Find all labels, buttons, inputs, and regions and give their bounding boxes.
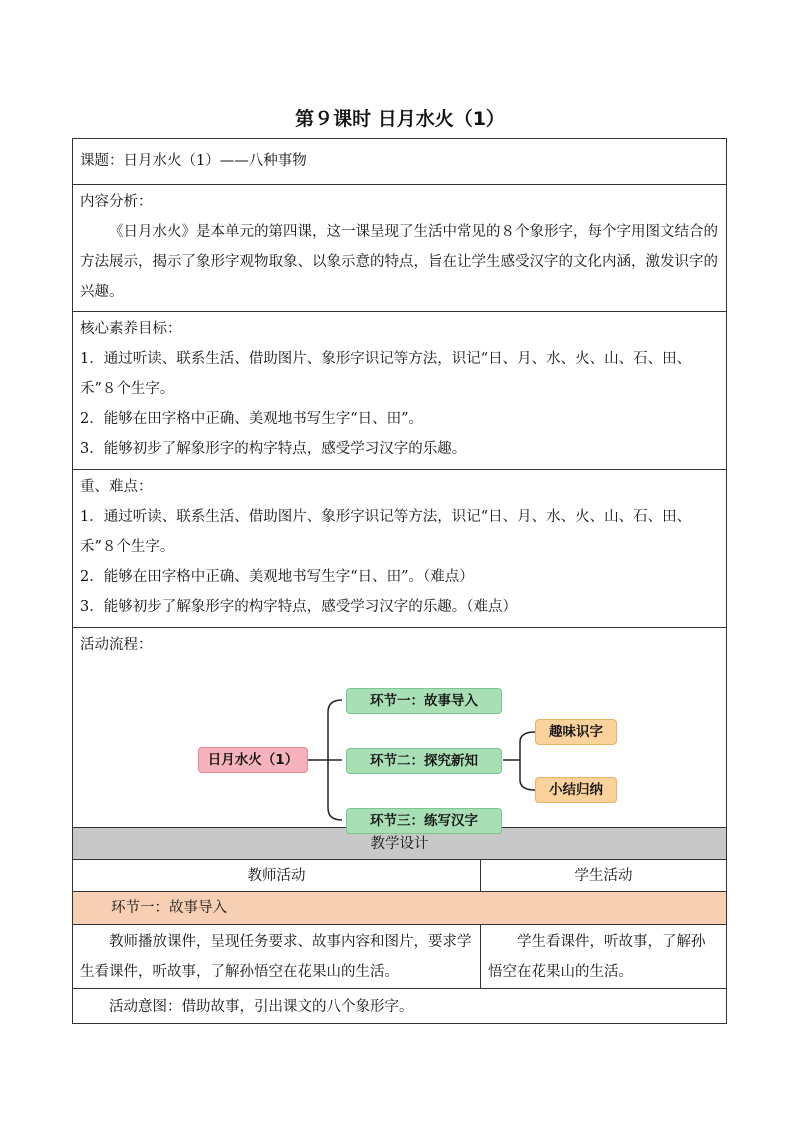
goals-heading: 核心素养目标： bbox=[80, 321, 182, 337]
design-column-headers bbox=[72, 859, 727, 891]
design-heading: 教学设计 bbox=[370, 836, 429, 852]
student-column-header: 学生活动 bbox=[574, 868, 633, 884]
lesson-plan-table bbox=[72, 138, 727, 1024]
analysis-section bbox=[72, 184, 727, 311]
keypoints-heading: 重、难点： bbox=[80, 479, 153, 495]
keypoint-item: 2．能够在田字格中正确、美观地书写生字“日、田”。（难点） bbox=[80, 569, 474, 585]
analysis-body: 《日月水火》是本单元的第四课，这一课呈现了生活中常见的８个象形字，每个字用图文结合的方法展示，揭示了象形字观物取象、以象示意的特点，旨在让学生感受汉字的文化内涵，激发识字的兴趣。 bbox=[80, 224, 718, 300]
activity-row bbox=[72, 924, 727, 988]
topic-row bbox=[72, 138, 727, 184]
goals-section bbox=[72, 311, 727, 469]
flow-heading: 活动流程： bbox=[80, 637, 153, 653]
flow-root-node: 日月水火（1） bbox=[198, 747, 308, 773]
keypoint-item: 1．通过听读、联系生活、借助图片、象形字识记等方法，识记“日、月、水、火、山、石、田、禾”８个生字。 bbox=[80, 509, 692, 555]
analysis-heading: 内容分析： bbox=[80, 194, 153, 210]
student-activity: 学生看课件，听故事，了解孙悟空在花果山的生活。 bbox=[488, 934, 706, 980]
goal-item: 1．通过听读、联系生活、借助图片、象形字识记等方法，识记“日、月、水、火、山、石、田、禾”８个生字。 bbox=[80, 351, 692, 397]
page-title: 第９课时 日月水火（1） bbox=[295, 108, 505, 130]
keypoints-section bbox=[72, 469, 727, 627]
intent-text: 活动意图：借助故事，引出课文的八个象形字。 bbox=[109, 999, 414, 1015]
intent-row bbox=[72, 988, 727, 1024]
teacher-activity: 教师播放课件，呈现任务要求、故事内容和图片，要求学生看课件，听故事，了解孙悟空在花果山的生活。 bbox=[73, 925, 481, 988]
stage-label: 环节一：故事导入 bbox=[111, 900, 227, 916]
stage-row bbox=[72, 891, 727, 924]
flow-stage-node: 环节一：故事导入 bbox=[346, 688, 502, 714]
flow-sub-node: 小结归纳 bbox=[535, 777, 617, 803]
flow-sub-node: 趣味识字 bbox=[535, 719, 617, 745]
keypoint-item: 3．能够初步了解象形字的构字特点，感受学习汉字的乐趣。（难点） bbox=[80, 599, 517, 615]
topic-text: 课题：日月水火（1）——八种事物 bbox=[80, 153, 307, 169]
flow-stage-node: 环节二：探究新知 bbox=[346, 748, 502, 774]
teacher-column-header: 教师活动 bbox=[73, 860, 481, 891]
flow-connectors bbox=[80, 660, 720, 822]
flow-stage-node: 环节三：练写汉字 bbox=[346, 808, 502, 834]
goal-item: 2．能够在田字格中正确、美观地书写生字“日、田”。 bbox=[80, 411, 424, 427]
flow-diagram bbox=[80, 660, 719, 829]
goal-item: 3．能够初步了解象形字的构字特点，感受学习汉字的乐趣。 bbox=[80, 441, 467, 457]
flow-section bbox=[72, 627, 727, 827]
